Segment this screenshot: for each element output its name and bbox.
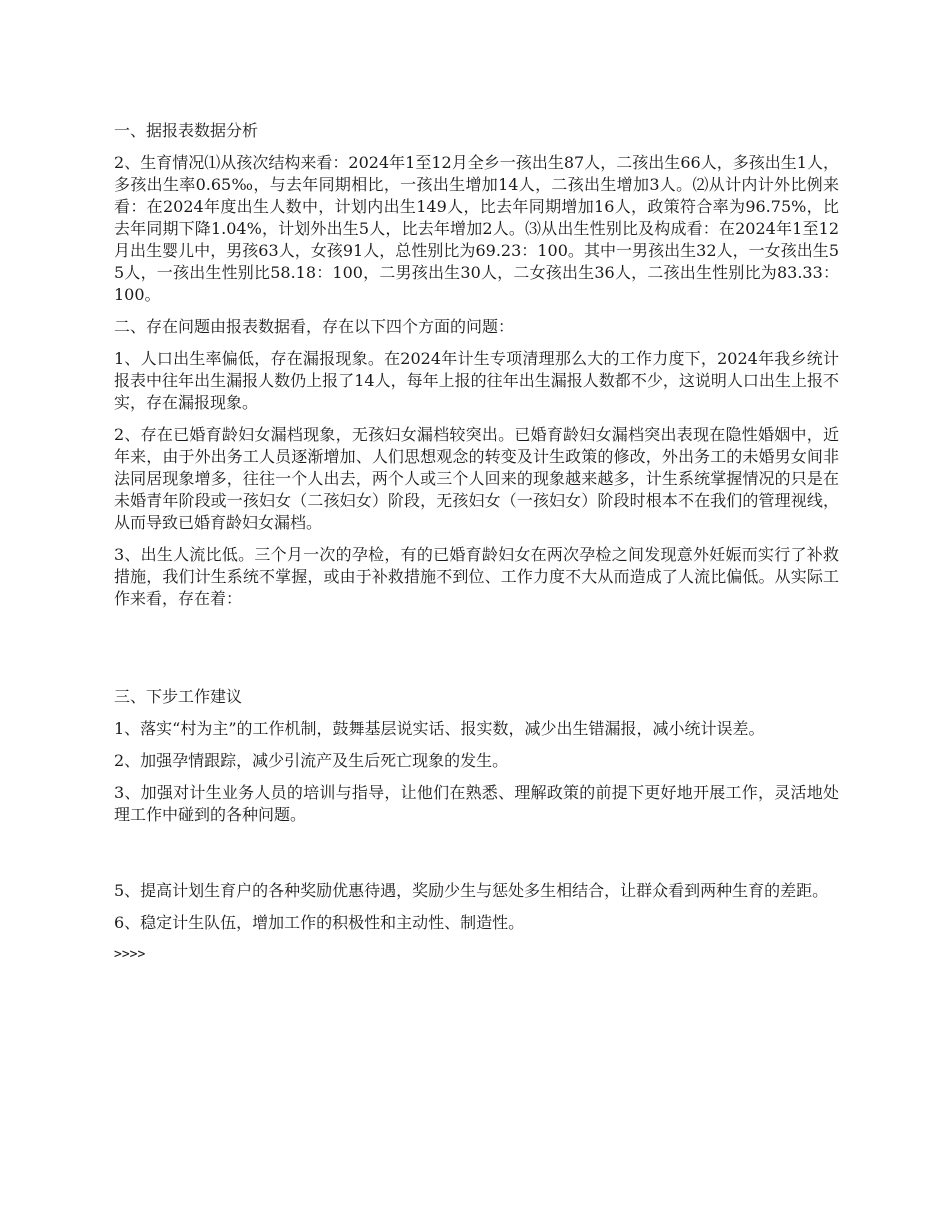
section-3-heading: 三、下步工作建议 bbox=[114, 687, 243, 706]
abortion-ratio-paragraph: 3、出生人流比低。三个月一次的孕检，有的已婚育龄妇女在两次孕检之间发现意外妊娠而实行了补救措施，我们计生系统不掌握，或由于补救措施不到位、工作力度不大从而造成了人流比偏低。从实际工作来看，存在着： bbox=[114, 545, 839, 608]
blank-gap bbox=[114, 836, 839, 880]
suggestion-1-paragraph: 1、落实“村为主”的工作机制，鼓舞基层说实话、报实数，减少出生错漏报，减小统计误差。 bbox=[114, 719, 765, 738]
section-2-heading: 二、存在问题由报表数据看，存在以下四个方面的问题： bbox=[114, 317, 515, 336]
suggestion-2-paragraph: 2、加强孕情跟踪，减少引流产及生后死亡现象的发生。 bbox=[114, 751, 509, 770]
section-1-heading: 一、据报表数据分析 bbox=[114, 121, 259, 140]
suggestion-6-paragraph: 6、稳定计生队伍，增加工作的积极性和主动性、制造性。 bbox=[114, 913, 525, 932]
end-marker: >>>> bbox=[114, 947, 146, 962]
suggestion-5-paragraph: 5、提高计划生育户的各种奖励优惠待遇，奖励少生与惩处多生相结合，让群众看到两种生育的差距。 bbox=[114, 881, 829, 900]
suggestion-3-paragraph: 3、加强对计生业务人员的培训与指导，让他们在熟悉、理解政策的前提下更好地开展工作，灵活地处理工作中碰到的各种问题。 bbox=[114, 783, 839, 824]
birth-statistics-paragraph: 2、生育情况⑴从孩次结构来看：2024年1至12月全乡一孩出生87人，二孩出生66人，多孩出生1人，多孩出生率0.65‰，与去年同期相比，一孩出生增加14人，二孩出生增加3人。⑵从计内计外比例来看：在2024年度出生人数中，计划内出生149人，比去年同期增加16人，政策符合率为96.75%，比去年同期下降1.04%，计划外出生5人，比去年增加2人。⑶从出生性别比及构成看：在2024年1至12月出生婴儿中，男孩63人，女孩91人，总性别比为69.23：100。其中一男孩出生32人，一女孩出生55人，一孩出生性别比58.18：100，二男孩出生30人，二女孩出生36人，二孩出生性别比为83.33：100。 bbox=[114, 153, 839, 304]
document-body bbox=[114, 120, 839, 966]
missing-records-paragraph: 2、存在已婚育龄妇女漏档现象，无孩妇女漏档较突出。已婚育龄妇女漏档突出表现在隐性婚姻中，近年来，由于外出务工人员逐渐增加、人们思想观念的转变及计生政策的修改，外出务工的未婚男女间非法同居现象增多，往往一个人出去，两个人或三个人回来的现象越来越多，计生系统掌握情况的只是在未婚青年阶段或一孩妇女（二孩妇女）阶段，无孩妇女（一孩妇女）阶段时根本不在我们的管理视线，从而导致已婚育龄妇女漏档。 bbox=[114, 425, 839, 532]
blank-gap bbox=[114, 620, 839, 686]
underreporting-paragraph: 1、人口出生率偏低，存在漏报现象。在2024年计生专项清理那么大的工作力度下，2024年我乡统计报表中往年出生漏报人数仍上报了14人，每年上报的往年出生漏报人数都不少，这说明人口出生上报不实，存在漏报现象。 bbox=[114, 349, 839, 412]
